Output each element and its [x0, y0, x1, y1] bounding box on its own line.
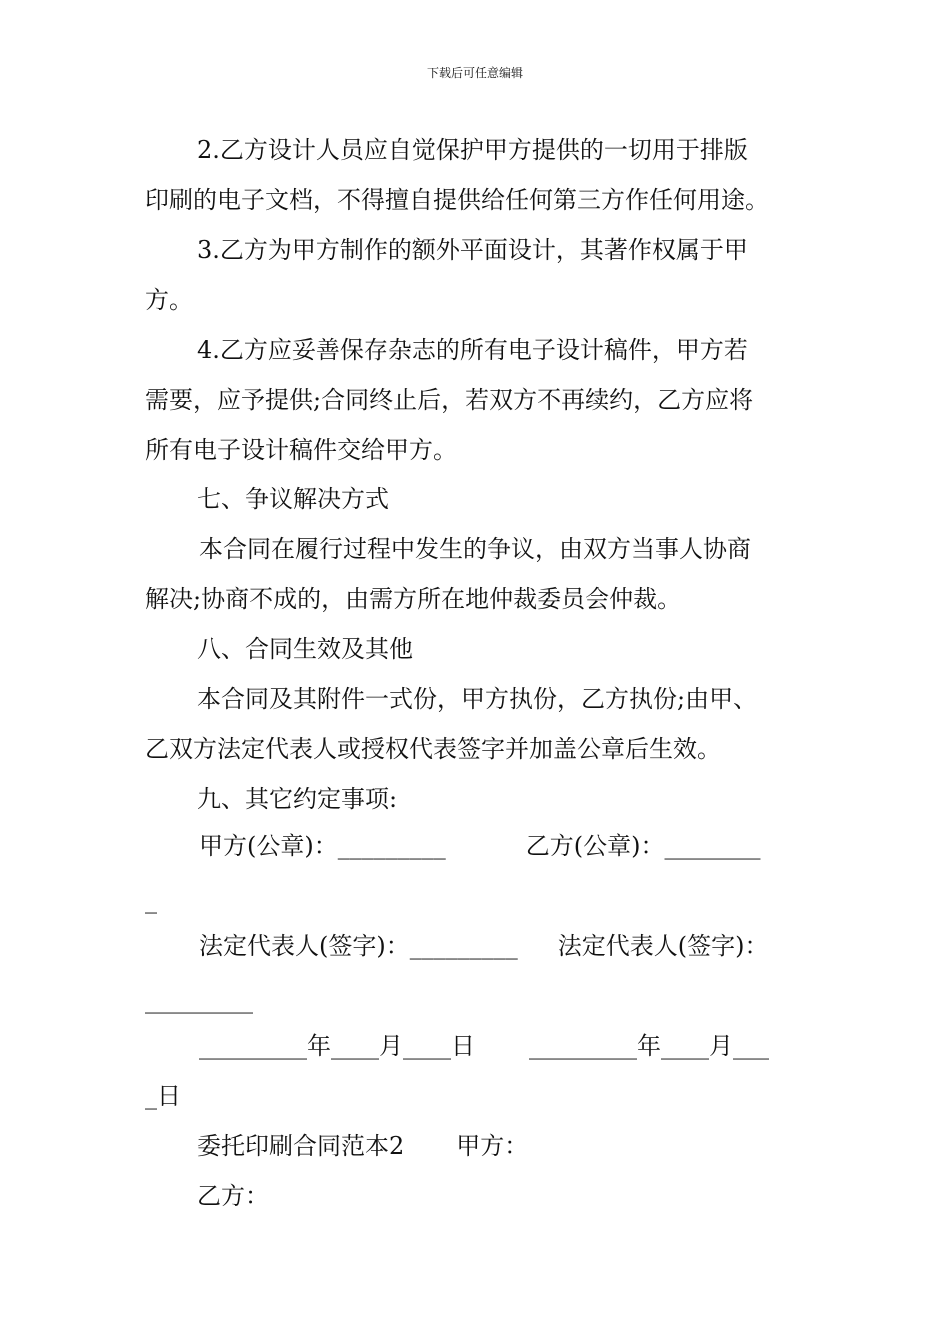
party-b-date-field: _________年____月___	[529, 1032, 769, 1060]
party-b-seal-field: 乙方(公章)：________	[525, 832, 761, 860]
clause-3-line-2: 方。	[145, 286, 193, 314]
sample-2-party-a: 甲方：	[456, 1132, 529, 1160]
section-7-line-2: 解决;协商不成的，由需方所在地仲裁委员会仲裁。	[145, 585, 682, 613]
page-header-note: 下载后可任意编辑	[426, 66, 523, 80]
sample-2-title-row	[145, 1130, 887, 1162]
party-b-representative-field: 法定代表人(签字)：	[557, 932, 769, 960]
party-b-representative-field-tail: _________	[145, 986, 253, 1014]
section-9-heading: 九、其它约定事项:	[197, 785, 398, 813]
clause-4-line-3: 所有电子设计稿件交给甲方。	[145, 436, 457, 464]
party-b-seal-field-tail: _	[145, 886, 157, 914]
signature-seal-row	[145, 830, 889, 862]
section-7-line-1: 本合同在履行过程中发生的争议，由双方当事人协商	[199, 535, 751, 563]
clause-2-line-1: 2.乙方设计人员应自觉保护甲方提供的一切用于排版	[197, 136, 748, 164]
clause-2-line-2: 印刷的电子文档，不得擅自提供给任何第三方作任何用途。	[145, 186, 769, 214]
section-8-heading: 八、合同生效及其他	[197, 635, 413, 663]
section-8-line-2: 乙双方法定代表人或授权代表签字并加盖公章后生效。	[145, 735, 721, 763]
party-a-representative-field: 法定代表人(签字)：_________	[199, 932, 518, 960]
date-row	[145, 1030, 889, 1062]
section-7-heading: 七、争议解决方式	[197, 485, 389, 513]
party-a-date-field: _________年____月____日	[199, 1032, 475, 1060]
representative-row	[145, 930, 889, 962]
clause-3-line-1: 3.乙方为甲方制作的额外平面设计，其著作权属于甲	[197, 236, 748, 264]
clause-4-line-1: 4.乙方应妥善保存杂志的所有电子设计稿件，甲方若	[197, 336, 748, 364]
clause-4-line-2: 需要，应予提供;合同终止后，若双方不再续约，乙方应将	[145, 386, 754, 414]
party-a-seal-field: 甲方(公章)：_________	[199, 832, 446, 860]
sample-2-party-b: 乙方：	[197, 1182, 269, 1210]
party-b-date-field-tail: _日	[145, 1082, 181, 1110]
section-8-line-1: 本合同及其附件一式份，甲方执份，乙方执份;由甲、	[197, 685, 758, 713]
sample-2-title: 委托印刷合同范本2	[197, 1132, 405, 1160]
